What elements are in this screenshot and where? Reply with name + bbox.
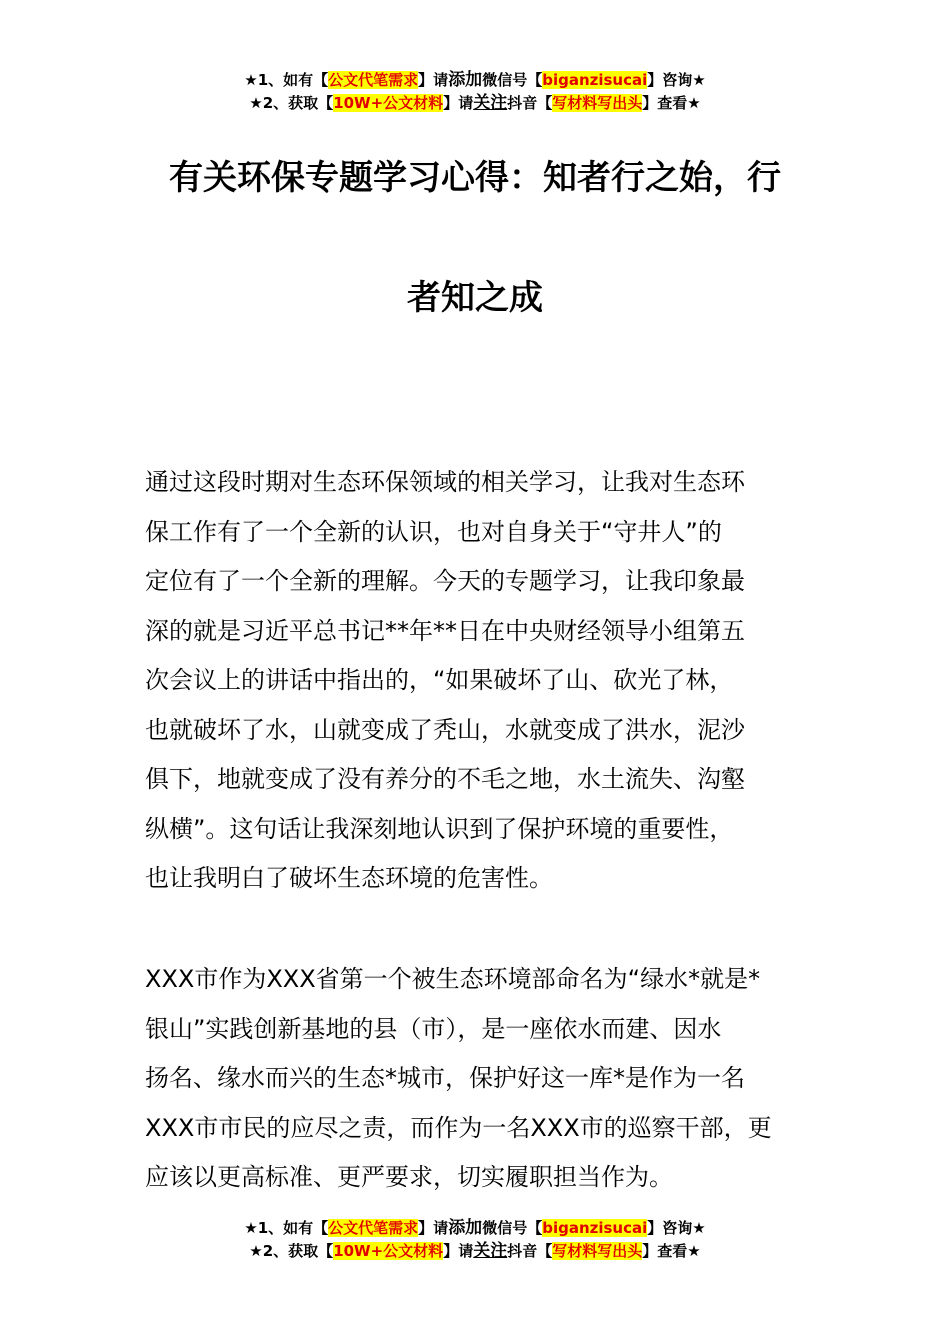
highlight-douyin: 写材料写出头 (552, 1242, 643, 1260)
banner-text: ★2、获取【 (249, 94, 334, 112)
banner-text: ★1、如有【 (244, 1219, 329, 1237)
banner-line-1 (0, 69, 950, 92)
paragraph-line: 扬名、缘水而兴的生态*城市，保护好这一库*是作为一名 (145, 1064, 745, 1092)
highlight-service: 公文代笔需求 (328, 1219, 419, 1237)
header-banner (0, 69, 950, 115)
banner-text: 微信号【 (482, 71, 543, 89)
paragraph-line: 俱下，地就变成了没有养分的不毛之地，水土流失、沟壑 (145, 765, 745, 793)
paragraph-line: 保工作有了一个全新的认识，也对自身关于“守井人”的 (145, 517, 722, 546)
paragraph-line: 次会议上的讲话中指出的，“如果破坏了山、砍光了林， (145, 666, 734, 694)
banner-text: 】请 (418, 1219, 449, 1237)
paragraph-line: 也就破坏了水，山就变成了秃山，水就变成了洪水，泥沙 (145, 715, 745, 744)
banner-text: 】请 (443, 1242, 474, 1260)
paragraph-line: 也让我明白了破坏生态环境的危害性。 (145, 864, 553, 892)
banner-emphasis: 关注 (473, 93, 508, 113)
banner-text: 】请 (418, 71, 449, 89)
highlight-materials: 10W+公文材料 (333, 94, 444, 112)
banner-text: 】咨询★ (647, 1219, 706, 1237)
paragraph-line: XXX市市民的应尽之责，而作为一名XXX市的巡察干部，更 (145, 1113, 772, 1142)
banner-text: 】查看★ (642, 1242, 701, 1260)
paragraph-line: 银山”实践创新基地的县（市），是一座依水而建、因水 (145, 1014, 722, 1043)
paragraph-line: 应该以更高标准、更严要求，切实履职担当作为。 (145, 1163, 673, 1191)
banner-line-2 (0, 1240, 950, 1263)
banner-text: 抖音【 (507, 1242, 553, 1260)
banner-line-2 (0, 92, 950, 115)
banner-text: 抖音【 (507, 94, 553, 112)
highlight-materials: 10W+公文材料 (333, 1242, 444, 1260)
banner-emphasis: 添加 (448, 70, 483, 90)
banner-text: ★2、获取【 (249, 1242, 334, 1260)
paragraph-line: 纵横”。这句话让我深刻地认识到了保护环境的重要性， (145, 814, 734, 843)
banner-emphasis: 关注 (473, 1241, 508, 1261)
highlight-wechat-id: biganzisucai (542, 1219, 648, 1237)
highlight-wechat-id: biganzisucai (542, 71, 648, 89)
footer-banner (0, 1217, 950, 1263)
banner-emphasis: 添加 (448, 1218, 483, 1238)
paragraph-line: 通过这段时期对生态环保领域的相关学习，让我对生态环 (145, 468, 745, 496)
paragraph-line: 深的就是习近平总书记**年**日在中央财经领导小组第五 (145, 616, 745, 645)
banner-text: 】咨询★ (647, 71, 706, 89)
banner-text: 】请 (443, 94, 474, 112)
paragraph-1 (145, 458, 810, 904)
paragraph-2 (145, 955, 810, 1203)
document-title-line-1: 有关环保专题学习心得：知者行之始，行 (169, 158, 781, 198)
banner-text: 微信号【 (482, 1219, 543, 1237)
banner-text: ★1、如有【 (244, 71, 329, 89)
paragraph-line: 定位有了一个全新的理解。今天的专题学习，让我印象最 (145, 567, 745, 595)
document-title-line-2: 者知之成 (407, 278, 543, 318)
banner-line-1 (0, 1217, 950, 1240)
banner-text: 】查看★ (642, 94, 701, 112)
paragraph-line: XXX市作为XXX省第一个被生态环境部命名为“绿水*就是* (145, 965, 761, 993)
highlight-douyin: 写材料写出头 (552, 94, 643, 112)
highlight-service: 公文代笔需求 (328, 71, 419, 89)
